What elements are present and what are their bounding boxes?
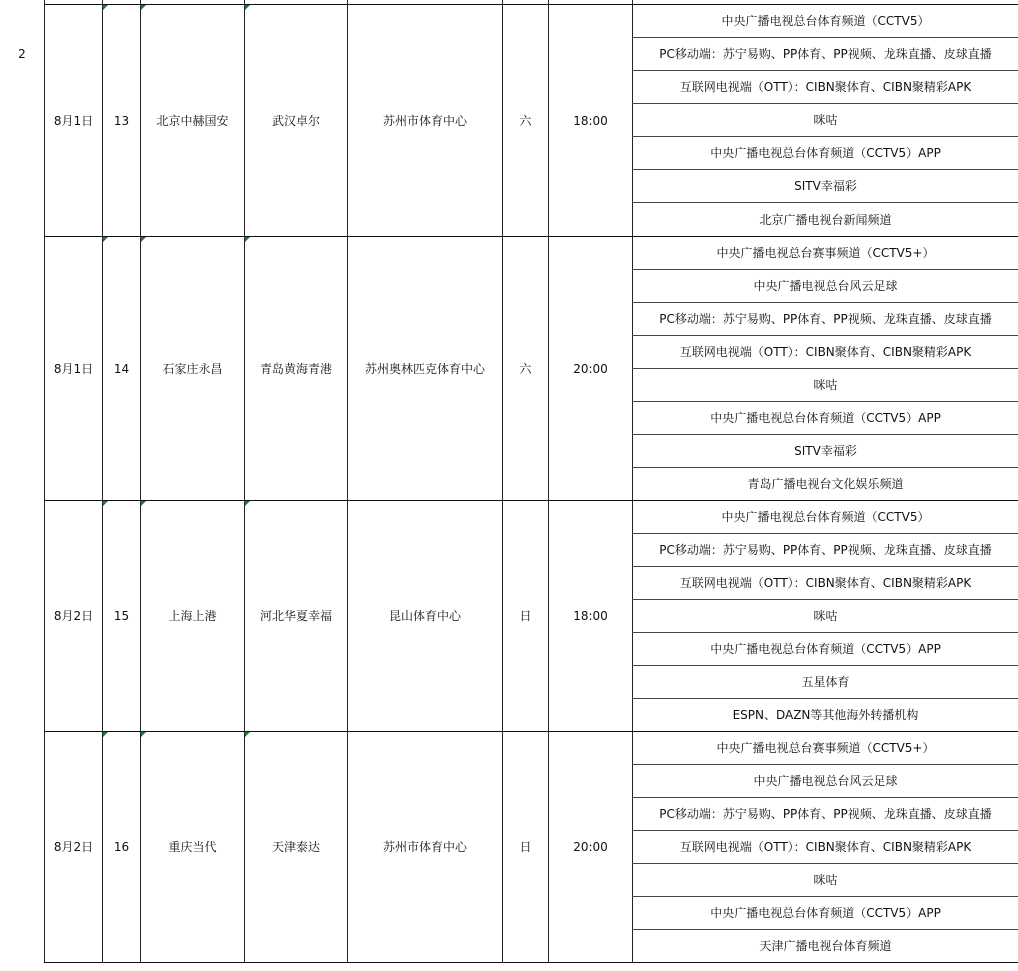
venue: 苏州奥林匹克体育中心: [364, 361, 485, 376]
match-number: 13: [113, 113, 130, 128]
match-number: 16: [113, 840, 130, 854]
home-team: 上海上港: [168, 609, 217, 623]
round-number: 2: [18, 47, 26, 61]
broadcaster-cell: 互联网电视端（OTT）：CIBN聚体育、CIBN聚精彩APK: [679, 840, 972, 854]
kickoff-time: 20:00: [573, 840, 608, 854]
broadcaster-cell: 中央广播电视总台体育频道（CCTV5）APP: [710, 146, 941, 160]
broadcaster-cell: 中央广播电视总台风云足球: [753, 279, 898, 293]
broadcaster-cell: PC移动端：苏宁易购、PP体育、PP视频、龙珠直播、皮球直播: [659, 312, 992, 326]
kickoff-time: 18:00: [573, 609, 608, 623]
venue: 苏州市体育中心: [382, 113, 467, 128]
broadcaster-cell: 五星体育: [801, 675, 850, 689]
match-date: 8月2日: [53, 609, 94, 623]
broadcaster-cell: ESPN、DAZN等其他海外转播机构: [732, 708, 919, 722]
broadcaster-cell: 咪咕: [813, 113, 838, 127]
away-team: 河北华夏幸福: [259, 609, 332, 623]
home-team: 石家庄永昌: [162, 361, 223, 376]
weekday: 六: [519, 113, 532, 128]
broadcaster-cell: 北京广播电视台新闻频道: [759, 212, 892, 227]
broadcaster-cell: SITV幸福彩: [794, 179, 857, 193]
broadcaster-cell: SITV幸福彩: [794, 444, 857, 458]
match-date: 8月1日: [53, 361, 94, 376]
match-number: 14: [113, 361, 130, 376]
block-divider: [44, 962, 1018, 963]
broadcaster-cell: 互联网电视端（OTT）：CIBN聚体育、CIBN聚精彩APK: [679, 345, 972, 359]
broadcaster-cell: 天津广播电视台体育频道: [759, 939, 892, 953]
broadcaster-cell: 咪咕: [813, 609, 838, 623]
broadcaster-cell: 咪咕: [813, 378, 838, 392]
broadcaster-cell: PC移动端：苏宁易购、PP体育、PP视频、龙珠直播、皮球直播: [659, 47, 992, 61]
kickoff-time: 20:00: [573, 361, 608, 376]
broadcaster-cell: 中央广播电视总台赛事频道（CCTV5+）: [716, 246, 935, 260]
broadcaster-cell: PC移动端：苏宁易购、PP体育、PP视频、龙珠直播、皮球直播: [659, 543, 992, 557]
match-date: 8月2日: [53, 840, 94, 854]
weekday: 日: [519, 609, 532, 623]
venue: 苏州市体育中心: [382, 840, 467, 854]
match-date: 8月1日: [53, 113, 94, 128]
home-team: 北京中赫国安: [156, 113, 229, 128]
away-team: 天津泰达: [271, 840, 320, 854]
broadcaster-cell: 中央广播电视总台体育频道（CCTV5）APP: [710, 642, 941, 656]
away-team: 武汉卓尔: [271, 113, 320, 128]
venue: 昆山体育中心: [388, 609, 461, 623]
weekday: 日: [519, 840, 532, 854]
broadcaster-cell: PC移动端：苏宁易购、PP体育、PP视频、龙珠直播、皮球直播: [659, 807, 992, 821]
weekday: 六: [519, 361, 532, 376]
broadcaster-cell: 互联网电视端（OTT）：CIBN聚体育、CIBN聚精彩APK: [679, 80, 972, 94]
kickoff-time: 18:00: [573, 113, 608, 128]
away-team: 青岛黄海青港: [259, 361, 332, 376]
broadcaster-cell: 互联网电视端（OTT）：CIBN聚体育、CIBN聚精彩APK: [679, 576, 972, 590]
broadcaster-cell: 中央广播电视总台风云足球: [753, 774, 898, 788]
broadcaster-cell: 中央广播电视总台体育频道（CCTV5）APP: [710, 411, 941, 425]
broadcaster-cell: 中央广播电视总台体育频道（CCTV5）: [721, 14, 930, 28]
home-team: 重庆当代: [168, 840, 217, 854]
broadcaster-cell: 青岛广播电视台文化娱乐频道: [747, 477, 904, 491]
match-number: 15: [113, 609, 130, 623]
broadcaster-cell: 中央广播电视总台赛事频道（CCTV5+）: [716, 741, 935, 755]
broadcaster-cell: 中央广播电视总台体育频道（CCTV5）: [721, 510, 930, 524]
broadcaster-cell: 中央广播电视总台体育频道（CCTV5）APP: [710, 906, 941, 920]
broadcaster-cell: 咪咕: [813, 873, 838, 887]
